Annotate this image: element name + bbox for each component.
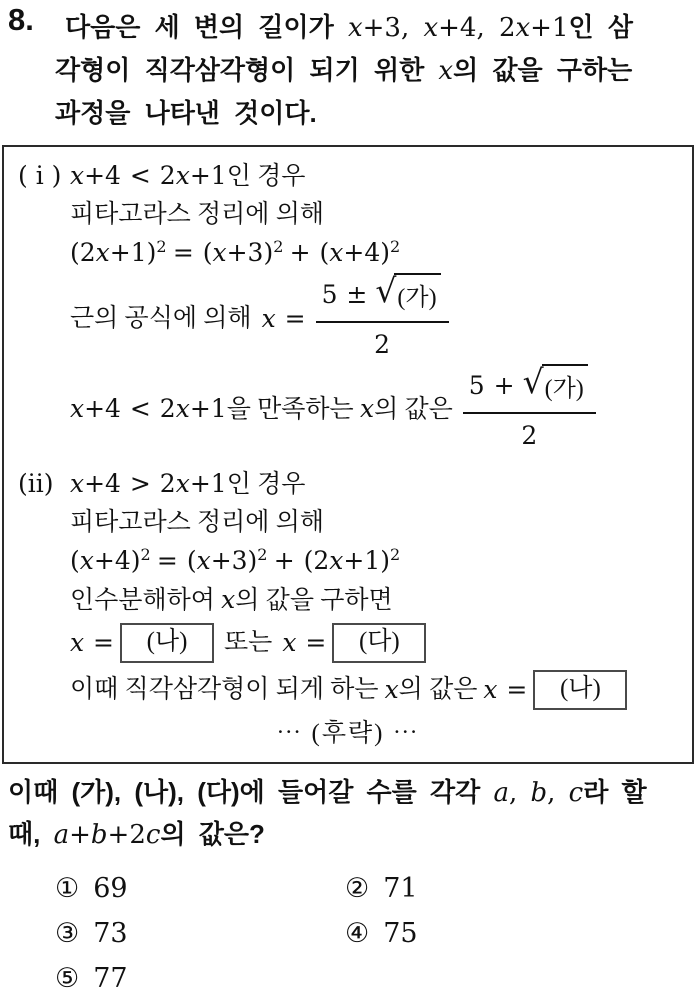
- footer-text: 의 값은?: [160, 819, 265, 849]
- footer-text: 이때 (가), (나), (다)에 들어갈 수를 각각: [8, 777, 481, 807]
- pythagoras-line: 피타고라스 정리에 의해: [70, 509, 325, 536]
- footer-line-1: [8, 772, 689, 814]
- variable-x: x: [438, 56, 454, 86]
- equation-term: + (x+4): [289, 238, 391, 267]
- x-equals: x =: [483, 675, 528, 704]
- sqrt-radical: [523, 364, 588, 408]
- header-line-3: [55, 92, 689, 134]
- variable-x: x: [384, 675, 399, 704]
- choice-3: [55, 917, 345, 951]
- answer-choices: [0, 872, 697, 996]
- korean-text: 의 값은: [374, 396, 453, 423]
- variable-x: x: [221, 585, 236, 614]
- quadratic-formula-korean: 근의 공식에 의해: [70, 304, 252, 332]
- quadratic-formula-line: [70, 273, 678, 364]
- equation-term: (2x+1): [70, 238, 157, 267]
- case-i-section: [18, 157, 678, 455]
- variable-a: a,: [493, 778, 518, 808]
- question-header: [0, 0, 697, 134]
- inequality: x+4 < 2x+1: [70, 394, 227, 423]
- header-text: 다음은 세 변의 길이가: [65, 12, 334, 42]
- side-length-3: 2x+1: [498, 13, 569, 43]
- question-number: 8.: [8, 2, 34, 37]
- choice-5: [55, 962, 345, 996]
- circled-number-1: ①: [55, 873, 80, 904]
- case-i-label: ( i ): [18, 161, 62, 190]
- footer-line-2: [8, 814, 689, 856]
- header-text: 인 삼: [568, 12, 633, 42]
- choice-4: [345, 917, 697, 951]
- choice-2: [345, 872, 697, 906]
- circled-number-5: ⑤: [55, 963, 80, 994]
- fraction: [316, 273, 449, 364]
- sqrt-radical: [375, 273, 440, 317]
- radical-sign-icon: √: [522, 362, 544, 401]
- circled-number-4: ④: [345, 918, 370, 949]
- fraction-denominator: 2: [374, 330, 391, 359]
- side-length-1: x+3,: [347, 13, 410, 43]
- conclusion-line: [70, 666, 678, 714]
- exponent: 2: [273, 237, 284, 256]
- header-text: 각형이 직각삼각형이 되기 위한: [55, 55, 425, 85]
- blank-da: (다): [332, 623, 426, 663]
- fraction-numerator: 5 ±: [321, 280, 368, 309]
- choice-value: 71: [383, 873, 418, 904]
- case-i-equation-line: [70, 234, 678, 273]
- korean-text: 의 값을 구하면: [235, 587, 393, 614]
- exponent: 2: [390, 237, 401, 256]
- choice-value: 77: [93, 963, 128, 994]
- exponent: 2: [257, 545, 268, 564]
- question-footer: [0, 764, 697, 856]
- variable-b: b,: [530, 778, 556, 808]
- target-expression: a+b+2c: [53, 820, 161, 850]
- blank-na: (나): [533, 670, 627, 710]
- case-ii-section: [18, 465, 678, 754]
- fraction: [463, 364, 596, 455]
- radicand-blank-ga: (가): [542, 364, 588, 408]
- header-text: 의 값을 구하는: [453, 55, 633, 85]
- solution-box: [2, 145, 694, 764]
- circled-number-3: ③: [55, 918, 80, 949]
- header-text: 과정을 나타낸 것이다.: [55, 98, 317, 128]
- header-line-2: [55, 49, 689, 92]
- footer-text: 때,: [8, 819, 41, 849]
- fraction-denominator: 2: [521, 421, 538, 450]
- fraction-numerator: 5 +: [468, 371, 515, 400]
- side-length-2: x+4,: [423, 13, 485, 43]
- equation-term: = (x+3): [172, 238, 274, 267]
- variable-x: x: [359, 394, 375, 423]
- factorize-line: [70, 581, 678, 620]
- case-i-condition-korean: 인 경우: [226, 163, 306, 190]
- radical-sign-icon: √: [375, 271, 397, 310]
- korean-text: 인수분해하여: [70, 587, 215, 614]
- case-ii-condition-line: [18, 465, 678, 504]
- choice-value: 73: [93, 918, 128, 949]
- x-equals: x =: [70, 628, 115, 657]
- korean-text: 의 값은: [398, 676, 478, 703]
- footer-text: 라 할: [583, 777, 647, 807]
- korean-text: 이때 직각삼각형이 되게 하는: [70, 676, 379, 703]
- case-ii-condition-korean: 인 경우: [226, 471, 306, 498]
- choice-1: [55, 872, 345, 906]
- x-value-line: [70, 364, 678, 455]
- case-ii-equation-line: [70, 542, 678, 581]
- variable-c: c: [568, 778, 584, 808]
- case-ii-label: (ii): [18, 469, 54, 498]
- x-equals: x =: [261, 303, 306, 333]
- radicand-blank-ga: (가): [394, 273, 440, 317]
- roots-line: [70, 620, 678, 666]
- pythagoras-line: 피타고라스 정리에 의해: [70, 201, 325, 228]
- exponent: 2: [140, 545, 151, 564]
- blank-na: (나): [120, 623, 214, 663]
- equation-term: = (x+3): [156, 546, 258, 575]
- case-ii-inequality: x+4 > 2x+1: [70, 469, 227, 498]
- header-line-1: [55, 6, 689, 49]
- case-i-inequality: x+4 < 2x+1: [70, 161, 227, 190]
- choice-value: 69: [93, 873, 128, 904]
- exponent: 2: [156, 237, 167, 256]
- circled-number-2: ②: [345, 873, 370, 904]
- choice-value: 75: [383, 918, 418, 949]
- x-equals: x =: [282, 628, 327, 657]
- equation-term: + (2x+1): [273, 546, 391, 575]
- ellipsis-line: ⋯ (후략) ⋯: [276, 720, 420, 747]
- case-i-condition-line: [18, 157, 678, 196]
- exponent: 2: [390, 545, 401, 564]
- korean-text: 을 만족하는: [226, 396, 354, 423]
- or-korean: 또는: [224, 629, 273, 656]
- equation-term: (x+4): [70, 546, 141, 575]
